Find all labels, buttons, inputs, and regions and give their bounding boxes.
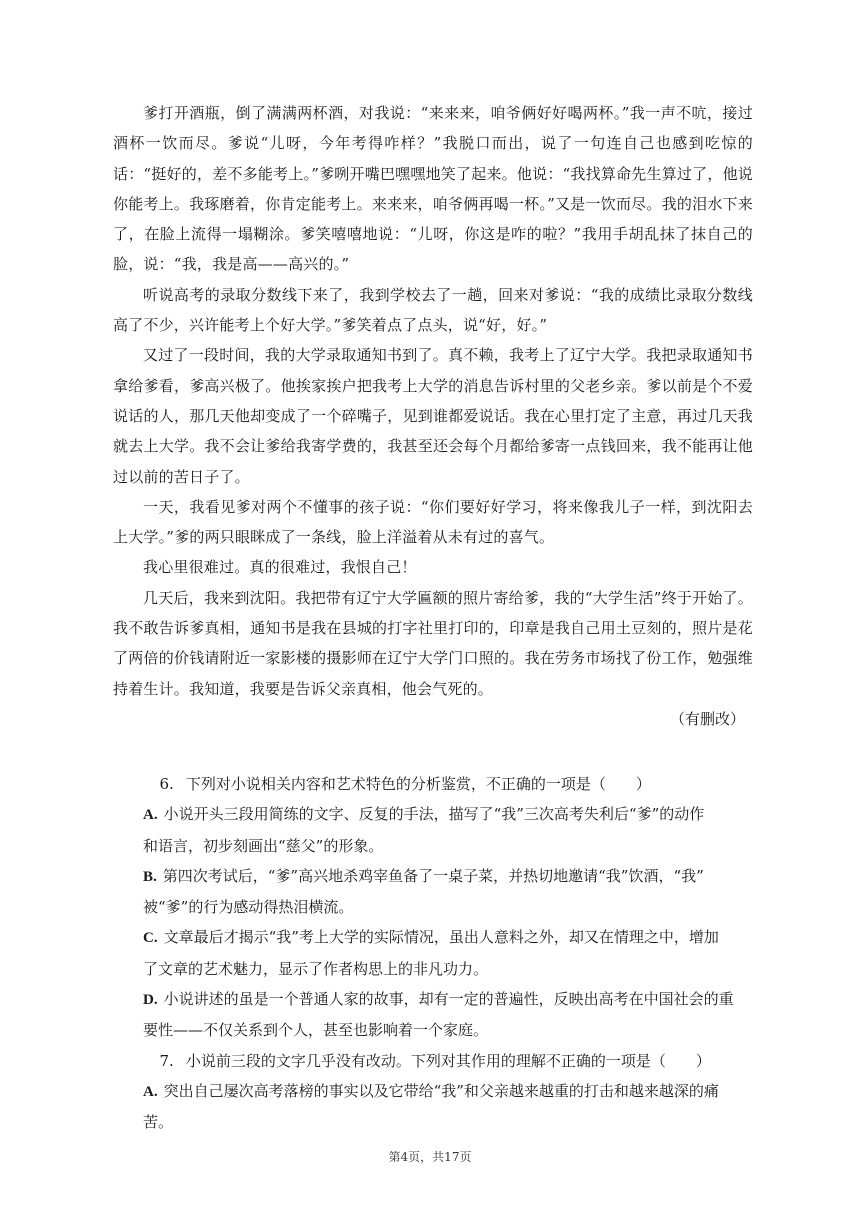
option-letter: D.: [143, 992, 158, 1009]
source-note: （有删改）: [669, 709, 745, 728]
option-line: [113, 922, 753, 953]
option-text-continued: 了文章的艺术魅力，显示了作者构思上的非凡功力。: [143, 959, 489, 978]
option-text: 第四次考试后，“爹”高兴地杀鸡宰鱼备了一桌子菜，并热切地邀请“我”饮酒，“我”: [162, 866, 704, 885]
option-text: 文章最后才揭示“我”考上大学的实际情况，虽出人意料之外，却又在情理之中，增加: [163, 928, 719, 947]
option-line: [113, 984, 753, 1015]
option-letter: B.: [143, 868, 157, 885]
question-text: 小说前三段的文字几乎没有改动。下列对其作用的理解不正确的一项是（ ）: [185, 1051, 711, 1070]
option-b: [113, 861, 753, 923]
option-text-continued: 和语言，初步刻画出“慈父”的形象。: [143, 836, 384, 855]
option-text: 小说开头三段用简练的文字、反复的手法，描写了“我”三次高考失利后“爹”的动作: [163, 805, 705, 824]
option-line: [113, 799, 753, 830]
option-text: 突出自己屡次高考落榜的事实以及它带给“我”和父亲越来越重的打击和越来越深的痛: [163, 1081, 719, 1100]
question-text: 下列对小说相关内容和艺术特色的分析鉴赏，不正确的一项是（ ）: [185, 774, 651, 793]
option-line: [113, 861, 753, 892]
question-number: 6.: [159, 774, 174, 793]
story-paragraph: 我心里很难过。真的很难过，我恨自己！: [143, 558, 417, 577]
question-7: [113, 1046, 753, 1138]
option-letter: A.: [143, 807, 158, 824]
questions-section: [113, 769, 753, 1138]
story-paragraph: 爹打开酒瓶，倒了满满两杯酒，对我说：“来来来，咱爷俩好好喝两杯。”我一声不吭，接过酒杯一饮而尽。爹说“儿呀，今年考得咋样？”我脱口而出，说了一句连自己也感到吃惊的话：“挺好的，差不多能考上。”爹咧开嘴巴嘿嘿地笑了起来。他说：“我找算命先生算过了，他说你能考上。我琢磨着，你肯定能考上。来来来，咱爷俩再喝一杯。”又是一饮而尽。我的泪水下来了，在脸上流得一塌糊涂。爹笑嘻嘻地说：“儿呀，你这是咋的啦？”我用手胡乱抹了抹自己的脸，说：“我，我是高——高兴的。”: [113, 104, 753, 274]
option-a: [113, 1076, 753, 1138]
option-letter: C.: [143, 930, 158, 947]
option-a: [113, 799, 753, 861]
story-paragraph: 听说高考的录取分数线下来了，我到学校去了一趟，回来对爹说：“我的成绩比录取分数线高了不少，兴许能考上个好大学。”爹笑着点了点头，说“好，好。”: [113, 285, 753, 335]
option-letter: A.: [143, 1083, 158, 1100]
option-c: [113, 922, 753, 984]
question-stem: [113, 1046, 753, 1076]
page-number: 第4页，共17页: [388, 1150, 472, 1164]
page-footer: [0, 1148, 860, 1165]
question-6: [113, 769, 753, 1046]
option-line: [113, 1076, 753, 1107]
story-paragraph: 又过了一段时间，我的大学录取通知书到了。真不赖，我考上了辽宁大学。我把录取通知书拿给爹看，爹高兴极了。他挨家挨户把我考上大学的消息告诉村里的父老乡亲。爹以前是个不爱说话的人，那几天他却变成了一个碎嘴子，见到谁都爱说话。我在心里打定了主意，再过几天我就去上大学。我不会让爹给我寄学费的，我甚至还会每个月都给爹寄一点钱回来，我不能再让他过以前的苦日子了。: [113, 346, 753, 486]
option-text: 小说讲述的虽是一个普通人家的故事，却有一定的普遍性，反映出高考在中国社会的重: [163, 990, 734, 1009]
question-number: 7.: [159, 1051, 174, 1070]
option-text-continued: 被“爹”的行为感动得热泪横流。: [143, 898, 354, 917]
option-text-continued: 要性——不仅关系到个人，甚至也影响着一个家庭。: [143, 1021, 489, 1040]
question-stem: [113, 769, 753, 799]
story-paragraph: 几天后，我来到沈阳。我把带有辽宁大学匾额的照片寄给爹，我的“大学生活”终于开始了。我不敢告诉爹真相，通知书是我在县城的打字社里打印的，印章是我自己用土豆刻的，照片是花了两倍的价钱请附近一家影楼的摄影师在辽宁大学门口照的。我在劳务市场找了份工作，勉强维持着生计。我知道，我要是告诉父亲真相，他会气死的。: [113, 588, 753, 698]
story-body: [113, 98, 753, 734]
story-paragraph: 一天，我看见爹对两个不懂事的孩子说：“你们要好好学习，将来像我儿子一样，到沈阳去上大学。”爹的两只眼眯成了一条线，脸上洋溢着从未有过的喜气。: [113, 497, 753, 547]
option-d: [113, 984, 753, 1046]
document-page: [113, 98, 753, 1138]
option-text-continued: 苦。: [143, 1113, 174, 1132]
